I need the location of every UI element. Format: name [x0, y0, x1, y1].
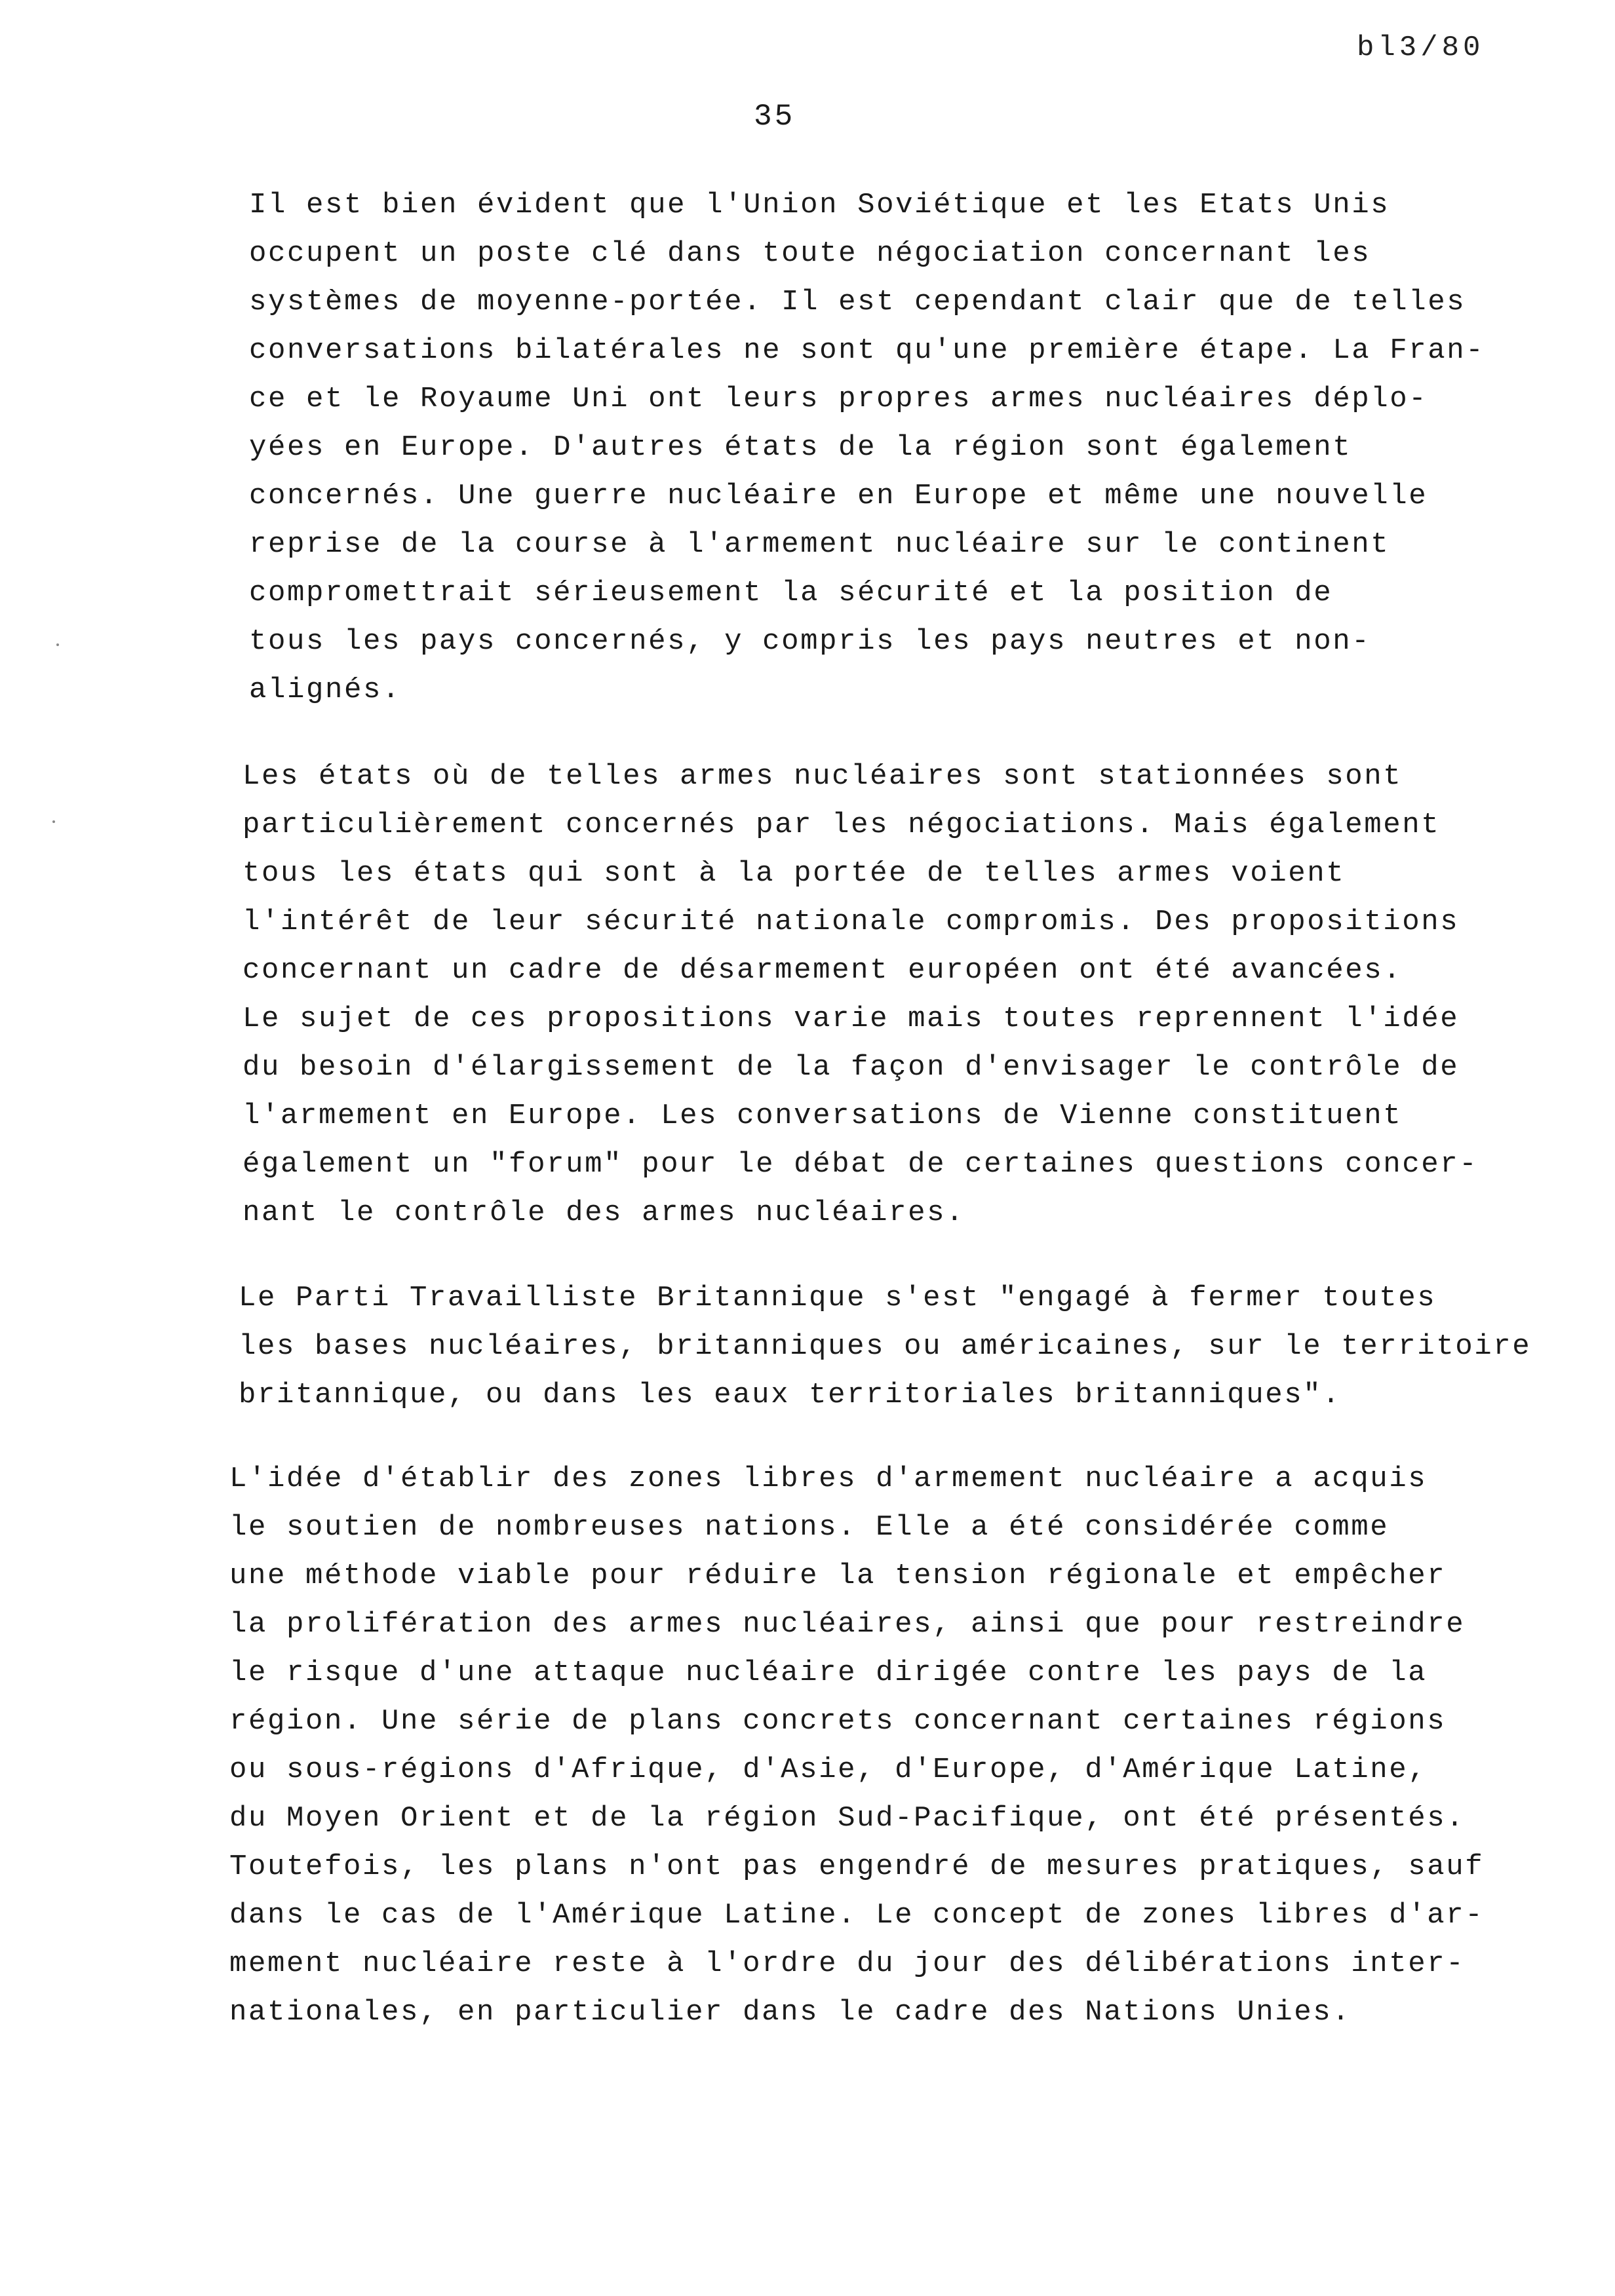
- text-line: l'intérêt de leur sécurité nationale compromis. Des propositions: [243, 906, 1460, 938]
- text-line: mement nucléaire reste à l'ordre du jour des délibérations inter-: [229, 1947, 1466, 1980]
- text-line: ce et le Royaume Uni ont leurs propres armes nucléaires déplo-: [249, 383, 1428, 415]
- text-line: alignés.: [249, 674, 402, 706]
- text-line: compromettrait sérieusement la sécurité et la position de: [249, 577, 1333, 609]
- text-line: ou sous-régions d'Afrique, d'Asie, d'Europe, d'Amérique Latine,: [229, 1753, 1428, 1786]
- text-line: tous les pays concernés, y compris les pays neutres et non-: [249, 625, 1371, 658]
- text-line: Il est bien évident que l'Union Soviétique et les Etats Unis: [249, 189, 1390, 221]
- text-line: Toutefois, les plans n'ont pas engendré de mesures pratiques, sauf: [229, 1850, 1485, 1883]
- text-line: systèmes de moyenne-portée. Il est cependant clair que de telles: [249, 286, 1466, 318]
- text-line: du besoin d'élargissement de la façon d'envisager le contrôle de: [243, 1051, 1460, 1084]
- text-line: Le sujet de ces propositions varie mais toutes reprennent l'idée: [243, 1003, 1460, 1035]
- margin-speck: [56, 643, 59, 646]
- text-line: l'armement en Europe. Les conversations de Vienne constituent: [243, 1100, 1403, 1132]
- text-line: Le Parti Travailliste Britannique s'est "engagé à fermer toutes: [239, 1282, 1437, 1314]
- text-line: le risque d'une attaque nucléaire dirigée contre les pays de la: [229, 1656, 1428, 1689]
- text-line: britannique, ou dans les eaux territoriales britanniques".: [239, 1379, 1342, 1411]
- text-line: également un "forum" pour le débat de certaines questions concer-: [243, 1148, 1479, 1181]
- text-line: concernés. Une guerre nucléaire en Europe et même une nouvelle: [249, 480, 1428, 512]
- page-number: 35: [754, 100, 796, 134]
- text-line: L'idée d'établir des zones libres d'armement nucléaire a acquis: [229, 1463, 1428, 1495]
- margin-speck: [52, 820, 55, 823]
- text-line: concernant un cadre de désarmement européen ont été avancées.: [243, 954, 1403, 987]
- text-line: région. Une série de plans concrets concernant certaines régions: [229, 1705, 1447, 1738]
- text-line: particulièrement concernés par les négociations. Mais également: [243, 809, 1441, 841]
- text-line: tous les états qui sont à la portée de telles armes voient: [243, 857, 1346, 890]
- paragraph-4: [229, 1455, 1484, 2037]
- text-line: une méthode viable pour réduire la tension régionale et empêcher: [229, 1559, 1447, 1592]
- text-line: du Moyen Orient et de la région Sud-Pacifique, ont été présentés.: [229, 1802, 1466, 1835]
- text-line: la prolifération des armes nucléaires, ainsi que pour restreindre: [229, 1608, 1466, 1641]
- text-line: le soutien de nombreuses nations. Elle a été considérée comme: [229, 1511, 1390, 1544]
- text-line: yées en Europe. D'autres états de la région sont également: [249, 431, 1352, 464]
- text-line: nant le contrôle des armes nucléaires.: [243, 1196, 965, 1229]
- text-line: nationales, en particulier dans le cadre des Nations Unies.: [229, 1996, 1352, 2029]
- document-reference: bl3/80: [1357, 31, 1485, 64]
- paragraph-3: [239, 1274, 1531, 1419]
- paragraph-1: [249, 181, 1485, 714]
- text-line: reprise de la course à l'armement nucléaire sur le continent: [249, 528, 1390, 561]
- text-line: dans le cas de l'Amérique Latine. Le concept de zones libres d'ar-: [229, 1899, 1485, 1932]
- paragraph-2: [243, 752, 1478, 1237]
- text-line: Les états où de telles armes nucléaires sont stationnées sont: [243, 760, 1403, 793]
- text-line: conversations bilatérales ne sont qu'une première étape. La Fran-: [249, 334, 1485, 367]
- text-line: les bases nucléaires, britanniques ou américaines, sur le territoire: [239, 1330, 1532, 1363]
- text-line: occupent un poste clé dans toute négociation concernant les: [249, 237, 1371, 270]
